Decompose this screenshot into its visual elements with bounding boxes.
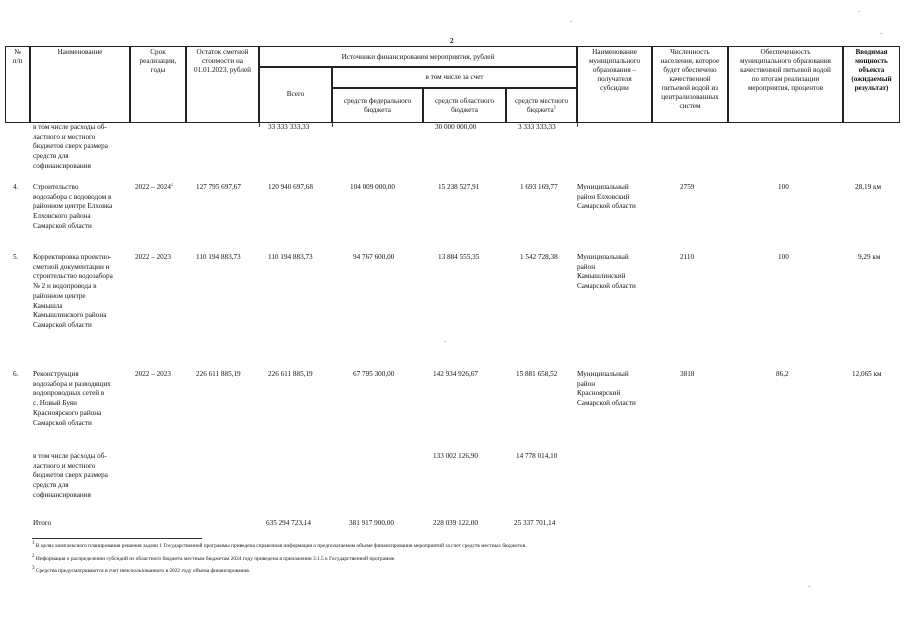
row-term: [135, 370, 171, 380]
footnote: [32, 556, 396, 562]
row-local: 1 693 169,77: [520, 183, 558, 191]
row-local: 1 542 728,38: [520, 253, 558, 261]
row-name: Корректировка проектно- сметной документации и строительство водозабора № 2 и водопровода в районном центре Камышла Камышлинского района Самарской области: [33, 253, 113, 330]
scan-speck: ·: [858, 8, 861, 16]
row-provision: 86,2: [776, 370, 789, 378]
row-term: [135, 183, 173, 193]
header-population: Численность населения, которое будет обеспечено качественной питьевой водой из централизованных систем: [652, 46, 728, 123]
row-federal: 94 767 600,00: [353, 253, 395, 261]
row-regional: 142 934 926,67: [433, 370, 478, 378]
scan-speck: ·: [570, 18, 573, 26]
row-provision: 100: [778, 183, 789, 191]
row-term-value: 2022 – 2023: [135, 253, 171, 261]
row-federal: 67 795 300,00: [353, 370, 395, 378]
row-name: Реконструкция водозабора и разводящих водопроводных сетей в с. Новый Буян Красноярского района Самарской области: [33, 370, 111, 427]
row-local: 25 337 701,14: [514, 519, 556, 527]
row-num: 6.: [13, 370, 19, 378]
row-federal: 381 917 900,00: [349, 519, 394, 527]
header-sources-title: Источники финансирования мероприятия, рублей: [259, 46, 577, 67]
row-term-footnote-mark: 2: [170, 183, 174, 188]
header-capacity: Вводимая мощность объекта (ожидаемый результат): [843, 46, 900, 123]
footnote-text: В целях комплексного планирования решения задачи 1 Государственной программы приведена справочная информация о предполагаемом объеме финансирования мероприятий за счет средств местных бюджетов.: [35, 543, 527, 549]
row-municipality: Муниципальный район Красноярский Самарской области: [577, 370, 636, 408]
header-term: Срок реализации, годы: [130, 46, 186, 123]
row-term-value: 2022 – 2023: [135, 370, 171, 378]
row-total: 110 194 883,73: [268, 253, 313, 261]
header-provision: Обеспеченность муниципального образования качественной питьевой водой по итогам реализации мероприятия, процентов: [728, 46, 843, 123]
row-balance: 127 795 697,67: [196, 183, 241, 191]
row-term-value: 2022 – 2024: [135, 183, 171, 191]
row-local: 3 333 333,33: [518, 123, 556, 131]
footnote-text: Информация о распределении субсидий из областного бюджета местным бюджетам 2024 году приведена в приложении 3.1.5 к Государственной программе.: [35, 556, 396, 562]
header-local-label: средств местного бюджета: [514, 97, 569, 114]
column-divider: [332, 123, 333, 127]
header-regional: средств областного бюджета: [423, 88, 506, 123]
header-balance: Остаток сметной стоимости на 01.01.2023, рублей: [186, 46, 259, 123]
footnote-mark: 2: [32, 554, 35, 560]
row-capacity: 9,29 км: [858, 253, 881, 261]
footnote-text: Средства предусматриваются в счет неиспользованного в 2022 году объема финансирования.: [35, 568, 251, 574]
row-capacity: 12,065 км: [852, 370, 882, 378]
row-num: 5.: [13, 253, 19, 261]
header-total: Всего: [259, 67, 332, 123]
row-population: 2759: [680, 183, 695, 191]
row-population: 3818: [680, 370, 695, 378]
row-federal: 104 009 000,00: [350, 183, 395, 191]
footnote-divider: [32, 538, 202, 539]
row-regional: 30 000 000,00: [435, 123, 477, 131]
header-federal: средств федерального бюджета: [332, 88, 423, 123]
row-total: 120 940 697,68: [268, 183, 313, 191]
footnote: [32, 568, 250, 574]
row-balance: 110 194 883,73: [196, 253, 241, 261]
row-total: 635 294 723,14: [266, 519, 311, 527]
row-provision: 100: [778, 253, 789, 261]
row-municipality: Муниципальный район Елховский Самарской области: [577, 183, 636, 211]
row-name: Строительство водозабора с водоводом в районном центре Елховка Елховского района Самарской области: [33, 183, 113, 230]
header-name: Наименование: [30, 46, 130, 123]
header-num: № п/п: [5, 46, 30, 123]
header-local-footnote-mark: 1: [553, 105, 557, 111]
row-total: 226 611 885,19: [268, 370, 313, 378]
header-local: [506, 88, 577, 123]
scan-speck: ·: [444, 338, 447, 346]
column-divider: [259, 123, 260, 127]
row-balance: 226 611 885,19: [196, 370, 241, 378]
row-term: [135, 253, 171, 263]
scan-speck: ·: [808, 583, 811, 591]
row-capacity: 28,19 км: [855, 183, 882, 191]
row-local: 14 778 014,10: [516, 452, 558, 460]
row-name: в том числе расходы об- ластного и местного бюджетов сверх размера средств для софинансирования: [33, 452, 108, 499]
row-regional: 228 039 122,00: [433, 519, 478, 527]
row-num: 4.: [13, 183, 19, 191]
scan-speck: ·: [880, 30, 883, 38]
row-name: Итого: [33, 519, 52, 527]
row-regional: 15 238 527,91: [438, 183, 480, 191]
header-municipality: Наименование муниципального образования – получателя субсидии: [577, 46, 652, 123]
row-regional: 13 884 555,35: [438, 253, 480, 261]
page-number: 2: [450, 37, 454, 45]
footnote-mark: 3: [32, 566, 35, 572]
row-name: в том числе расходы об- ластного и местного бюджетов сверх размера средств для софинансирования: [33, 123, 108, 170]
row-population: 2110: [680, 253, 695, 261]
column-divider: [577, 123, 578, 127]
row-regional: 133 002 126,90: [433, 452, 478, 460]
footnote: [32, 543, 526, 549]
row-total: 33 333 333,33: [268, 123, 310, 131]
row-municipality: Муниципальный район Камышлинский Самарской области: [577, 253, 636, 291]
row-local: 15 881 658,52: [516, 370, 558, 378]
footnote-mark: 1: [32, 541, 35, 547]
header-including: в том числе за счет: [332, 67, 577, 88]
